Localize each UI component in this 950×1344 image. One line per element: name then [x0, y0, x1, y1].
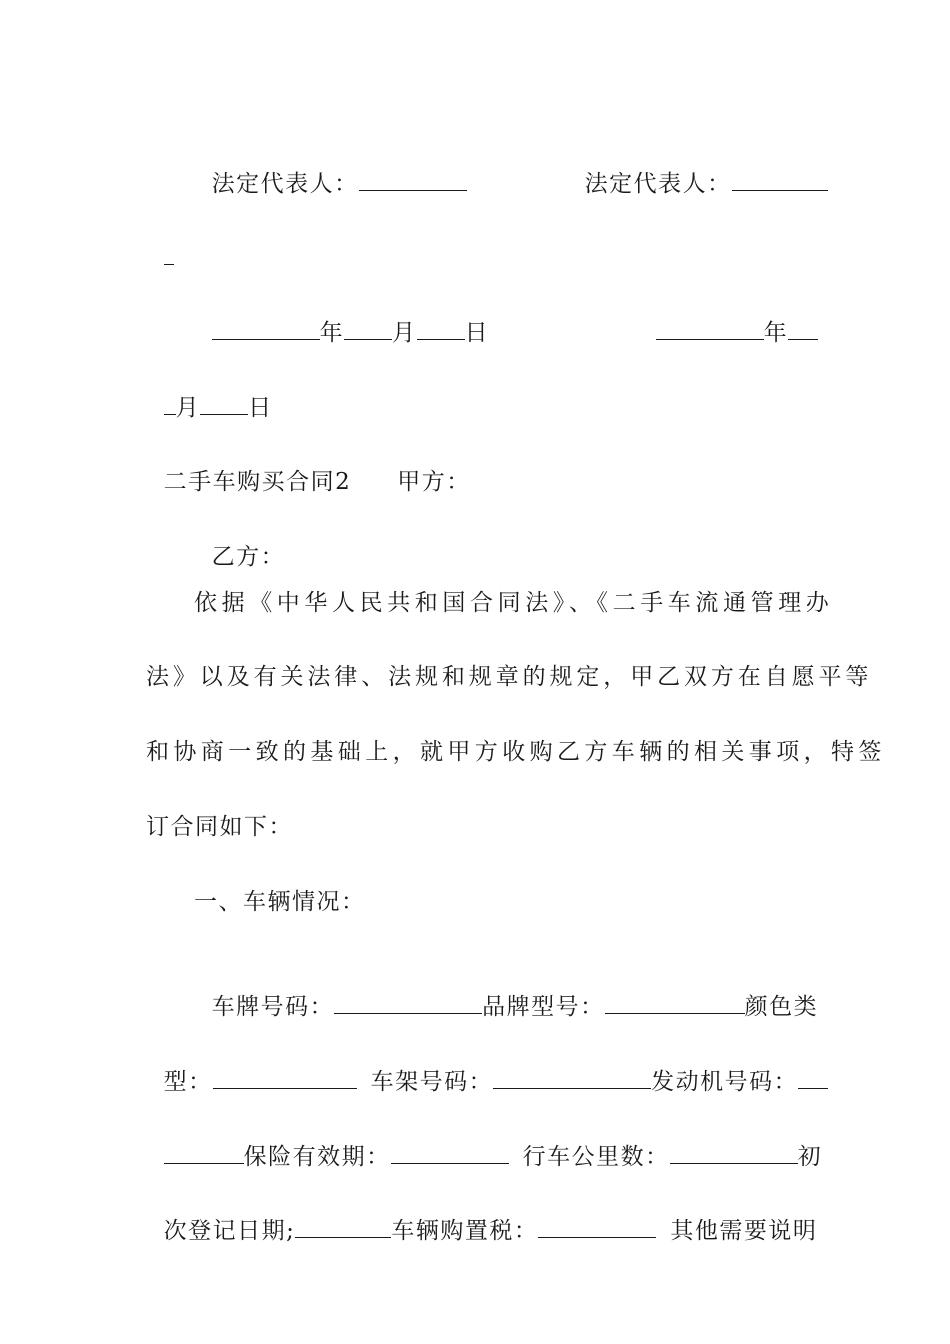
engine-no-blank-a[interactable] — [798, 1066, 828, 1089]
legal-rep-left-label: 法定代表人： — [211, 171, 359, 197]
purchase-tax-blank[interactable] — [538, 1215, 656, 1238]
date-right-day-label: 日 — [248, 395, 273, 421]
brand-model-label: 品牌型号： — [482, 994, 605, 1020]
frame-no-blank[interactable] — [493, 1066, 651, 1089]
intro-line-3: 和协商一致的基础上，就甲方收购乙方车辆的相关事项，特签 — [146, 739, 886, 765]
insurance-blank[interactable] — [391, 1141, 509, 1164]
intro-line-1: 依据《中华人民共和国合同法》、《二手车流通管理办 — [194, 590, 834, 616]
date-left-day-blank[interactable] — [417, 317, 465, 340]
plate-label: 车牌号码： — [211, 994, 335, 1020]
party-b-row — [194, 512, 854, 572]
vehicle-row-1 — [194, 961, 854, 1022]
engine-no-label: 发动机号码： — [651, 1069, 799, 1095]
brand-model-blank[interactable] — [605, 991, 745, 1014]
other-label: 其他需要说明 — [670, 1218, 818, 1244]
contract2-title: 二手车购买合同2 — [163, 469, 352, 495]
plate-blank[interactable] — [334, 991, 482, 1014]
date-right-month-blank-b[interactable] — [164, 392, 176, 415]
first-reg-label-1: 初 — [797, 1144, 823, 1170]
legal-rep-right-blank-wrap — [146, 212, 806, 273]
date-left-month-blank[interactable] — [344, 317, 392, 340]
vehicle-row-2 — [146, 1036, 806, 1097]
legal-rep-right-blank-tail[interactable] — [164, 242, 174, 265]
insurance-label: 保险有效期： — [243, 1144, 391, 1170]
first-reg-blank[interactable] — [295, 1215, 391, 1238]
date-right-row-cont — [146, 362, 806, 423]
date-right-row — [638, 287, 808, 348]
date-left-day-label: 日 — [464, 320, 490, 346]
vehicle-row-3 — [146, 1111, 823, 1172]
legal-rep-right-label: 法定代表人： — [584, 171, 732, 197]
party-b-label: 乙方： — [211, 544, 286, 570]
date-left-year-label: 年 — [319, 320, 345, 346]
party-a-label: 甲方： — [397, 469, 471, 495]
intro-line-4: 订合同如下： — [146, 814, 293, 840]
intro-line-2: 法》以及有关法律、法规和规章的规定，甲乙双方在自愿平等 — [146, 664, 873, 690]
legal-rep-right — [567, 138, 807, 199]
date-right-year-blank[interactable] — [656, 317, 764, 340]
date-right-day-blank[interactable] — [200, 392, 248, 415]
section1-heading: 一、车辆情况： — [194, 889, 366, 915]
color-type-blank[interactable] — [213, 1066, 357, 1089]
legal-rep-right-blank[interactable] — [732, 168, 828, 191]
purchase-tax-label: 车辆购置税： — [391, 1218, 539, 1244]
date-left-year-blank[interactable] — [212, 317, 320, 340]
date-right-month-blank-a[interactable] — [788, 317, 818, 340]
contract2-title-row — [146, 437, 806, 497]
engine-no-blank-b[interactable] — [164, 1141, 244, 1164]
color-type-label-1: 颜色类 — [744, 994, 819, 1020]
mileage-label: 行车公里数： — [522, 1144, 670, 1170]
first-reg-label-2: 次登记日期; — [163, 1218, 296, 1244]
date-right-year-label: 年 — [763, 320, 789, 346]
color-type-label-2: 型： — [163, 1069, 213, 1095]
vehicle-row-4 — [146, 1185, 818, 1246]
date-right-month-label: 月 — [175, 395, 201, 421]
frame-no-label: 车架号码： — [370, 1069, 494, 1095]
mileage-blank[interactable] — [670, 1141, 798, 1164]
legal-rep-left-blank[interactable] — [359, 168, 467, 191]
date-left-month-label: 月 — [392, 320, 417, 346]
